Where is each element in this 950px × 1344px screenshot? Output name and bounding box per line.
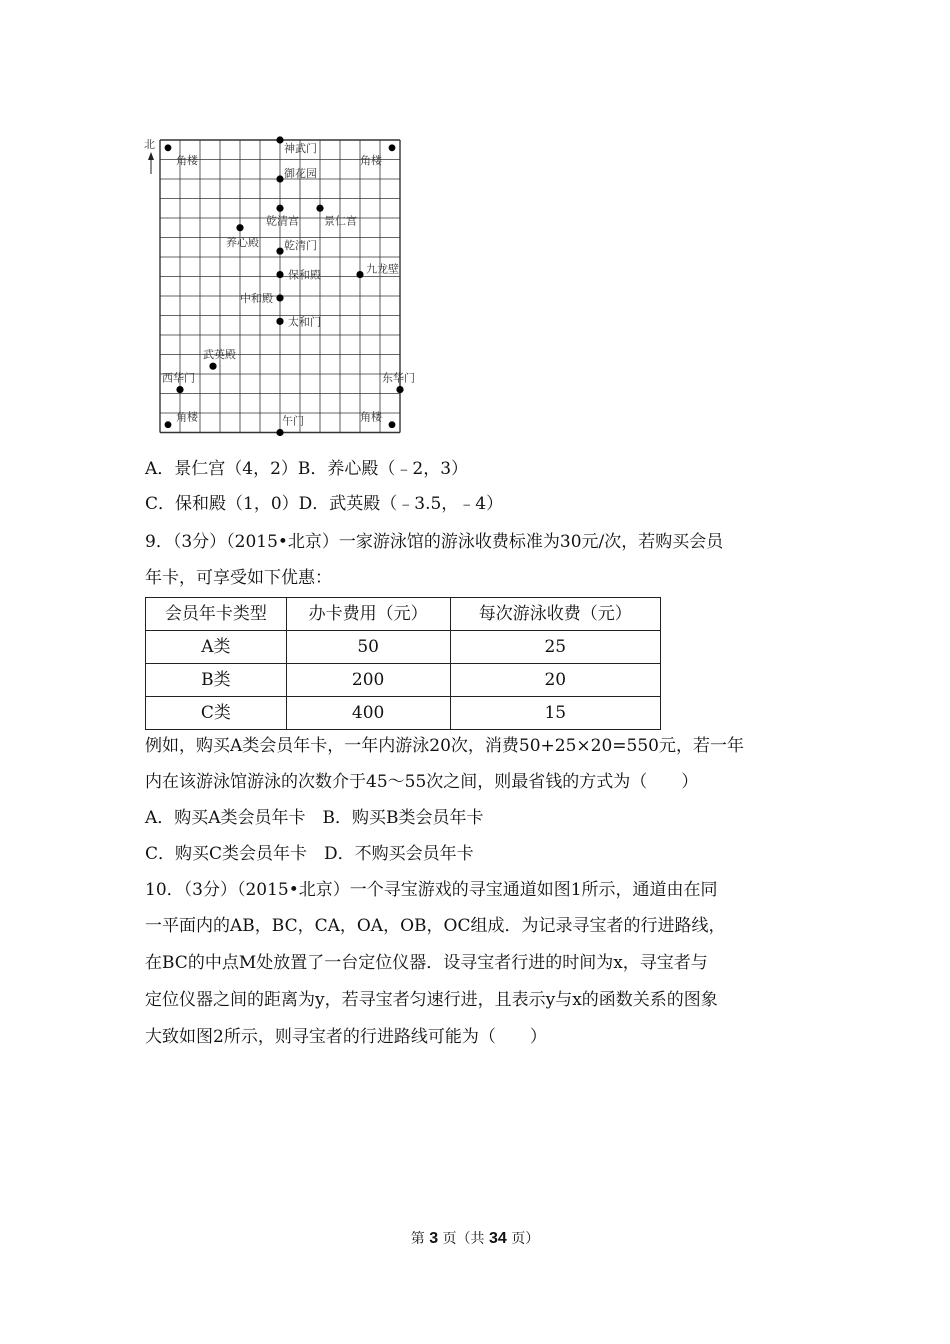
map-point [316,205,323,212]
q10-line4: 定位仪器之间的距离为y，若寻宝者匀速行进，且表示y与x的函数关系的图象 [145,990,718,1010]
table-cell: 50 [286,631,450,664]
palace-grid-map [140,130,430,442]
table-header-row [146,598,661,631]
map-point [396,386,403,393]
footer-page-number: 3 [429,1230,439,1247]
corner-tower-point [389,421,396,428]
map-point-label: 东华门 [382,371,415,385]
q9-example-line2: 内在该游泳馆游泳的次数介于45～55次之间，则最省钱的方式为（ ） [145,772,699,792]
table-row [146,697,661,730]
table-header: 办卡费用（元） [286,598,450,631]
q9-stem-line2: 年卡，可享受如下优惠： [145,568,332,588]
table-cell: A类 [146,631,287,664]
corner-tower-label: 角楼 [360,410,382,424]
corner-tower-point [165,421,172,428]
table-header: 每次游泳收费（元） [450,598,660,631]
map-point [276,271,283,278]
map-point-label: 乾清宫 [266,214,299,228]
map-point [176,386,183,393]
q9-options-ab: A．购买A类会员年卡 B．购买B类会员年卡 [145,808,484,828]
corner-tower-point [389,144,396,151]
map-point [276,136,283,143]
q8-options-cd: C．保和殿（1，0）D．武英殿（﹣3.5，﹣4） [145,494,504,514]
footer-total-pages: 34 [489,1230,507,1247]
north-label: 北 [144,138,155,151]
map-point [276,175,283,182]
map-point-label: 御花园 [284,167,317,180]
map-point [276,318,283,325]
q9-stem-line1: 9．（3分）（2015•北京）一家游泳馆的游泳收费标准为30元/次，若购买会员 [145,532,724,552]
page-footer [0,1228,950,1248]
map-point [356,271,363,278]
map-point-label: 神武门 [284,142,317,155]
q8-options-ab: A．景仁宫（4，2）B．养心殿（﹣2，3） [145,459,469,479]
map-point-label: 保和殿 [288,268,321,282]
grid-lines [160,140,400,433]
map-point-label: 养心殿 [226,235,259,249]
map-point [276,205,283,212]
q10-line2: 一平面内的AB，BC，CA，OA，OB，OC组成．为记录寻宝者的行进路线， [145,916,726,936]
q10-line1: 10．（3分）（2015•北京）一个寻宝游戏的寻宝通道如图1所示，通道由在同 [145,880,718,900]
q9-options-cd: C．购买C类会员年卡 D．不购买会员年卡 [145,844,474,864]
table-cell: B类 [146,664,287,697]
map-point [236,224,243,231]
table-row [146,664,661,697]
footer-post: 页） [511,1231,540,1247]
membership-table [145,597,661,730]
map-point-label: 西华门 [162,371,195,385]
map-point-label: 中和殿 [240,291,273,305]
table-cell: 25 [450,631,660,664]
table-cell: 400 [286,697,450,730]
table-cell: 15 [450,697,660,730]
q10-line5: 大致如图2所示，则寻宝者的行进路线可能为（ ） [145,1027,547,1047]
map-point-label: 午门 [282,414,304,428]
corner-tower-label: 角楼 [360,153,382,167]
map-point [209,363,216,370]
map-point-label: 太和门 [288,315,321,329]
footer-pre: 第 [410,1231,425,1247]
table-cell: 200 [286,664,450,697]
map-point [276,248,283,255]
map-point [276,429,283,436]
q10-line3: 在BC的中点M处放置了一台定位仪器．设寻宝者行进的时间为x，寻宝者与 [145,953,708,973]
table-cell: 20 [450,664,660,697]
corner-tower-label: 角楼 [176,410,198,424]
map-point-label: 乾清门 [284,239,317,253]
corner-tower-label: 角楼 [176,153,198,167]
q9-example-line1: 例如，购买A类会员年卡，一年内游泳20次，消费50+25×20=550元，若一年 [145,736,744,756]
north-arrow [144,138,155,174]
footer-mid: 页（共 [442,1231,485,1247]
map-point [276,294,283,301]
table-cell: C类 [146,697,287,730]
table-row [146,631,661,664]
map-point-label: 武英殿 [203,348,236,362]
corner-tower-point [165,144,172,151]
map-point-label: 九龙壁 [366,262,399,276]
table-header: 会员年卡类型 [146,598,287,631]
map-point-label: 景仁宫 [324,214,357,228]
